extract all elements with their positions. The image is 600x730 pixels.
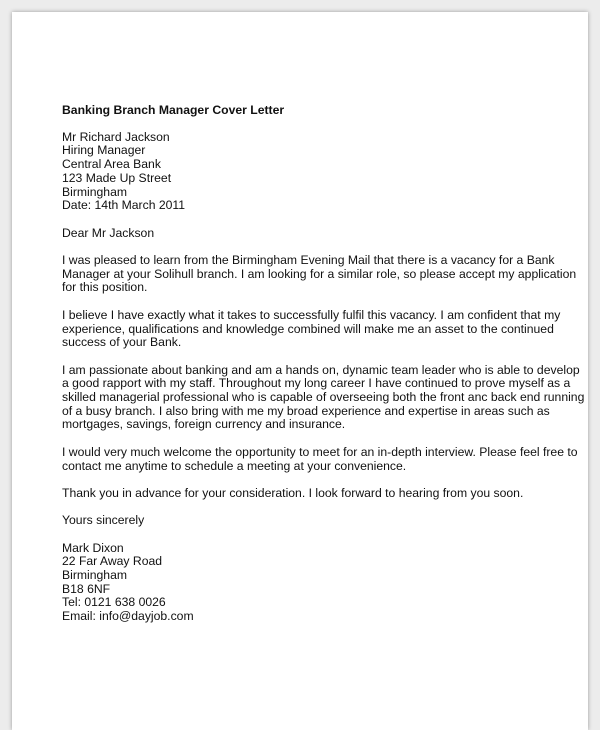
- paragraph-line: Thank you in advance for your consideration. I look forward to hearing from you soon.: [62, 485, 524, 500]
- recipient-address: [62, 131, 562, 213]
- letter-body: [62, 103, 585, 638]
- paragraph-line: for this position.: [62, 280, 148, 295]
- paragraph-3: [62, 362, 585, 433]
- sender-line: 22 Far Away Road: [62, 554, 163, 569]
- sender-name: Mark Dixon: [62, 540, 124, 555]
- closing: [62, 514, 562, 528]
- sender-line: B18 6NF: [62, 581, 111, 596]
- paragraph-4: [62, 444, 578, 473]
- sender-line: Birmingham: [62, 568, 128, 583]
- letter-date: Date: 14th March 2011: [62, 198, 186, 213]
- paragraph-line: I am passionate about banking and am a hands on, dynamic team leader who is able to develop: [62, 362, 580, 377]
- sender-email: Email: info@dayjob.com: [62, 609, 194, 624]
- sender-details: [62, 542, 562, 624]
- sender-phone: Tel: 0121 638 0026: [62, 595, 166, 610]
- recipient-line: Central Area Bank: [62, 157, 161, 172]
- recipient-line: Birmingham: [62, 184, 128, 199]
- paragraph-line: I would very much welcome the opportunity to meet for an in-depth interview. Please feel free to: [62, 444, 578, 459]
- document-page: [12, 12, 588, 730]
- recipient-line: Hiring Manager: [62, 143, 146, 158]
- paragraph-line: Manager at your Solihull branch. I am looking for a similar role, so please accept my application: [62, 266, 577, 281]
- recipient-line: 123 Made Up Street: [62, 170, 172, 185]
- paragraph-2: [62, 309, 562, 350]
- paragraph-line: experience, qualifications and knowledge combined will make me an asset to the continued: [62, 321, 554, 336]
- paragraph-5: [62, 487, 562, 501]
- salutation: [62, 227, 562, 241]
- paragraph-line: of a busy branch. I also bring with me my broad experience and expertise in areas such as: [62, 403, 550, 418]
- paragraph-line: mortgages, savings, foreign currency and insurance.: [62, 417, 346, 432]
- letter-title: Banking Branch Manager Cover Letter: [62, 103, 285, 117]
- closing-text: Yours sincerely: [62, 513, 145, 528]
- paragraph-line: success of your Bank.: [62, 335, 182, 350]
- recipient-line: Mr Richard Jackson: [62, 129, 170, 144]
- paragraph-1: [62, 253, 577, 295]
- paragraph-line: skilled managerial professional who is capable of overseeing both the front anc back end running: [62, 390, 585, 404]
- paragraph-line: a good rapport with my staff. Throughout my long career I have continued to prove myself as a: [62, 376, 571, 391]
- paragraph-line: I was pleased to learn from the Birmingham Evening Mail that there is a vacancy for a Bank: [62, 253, 555, 267]
- salutation-text: Dear Mr Jackson: [62, 225, 155, 240]
- paragraph-line: I believe I have exactly what it takes to successfully fulfil this vacancy. I am confident that my: [62, 307, 561, 322]
- paragraph-line: contact me anytime to schedule a meeting at your convenience.: [62, 458, 407, 473]
